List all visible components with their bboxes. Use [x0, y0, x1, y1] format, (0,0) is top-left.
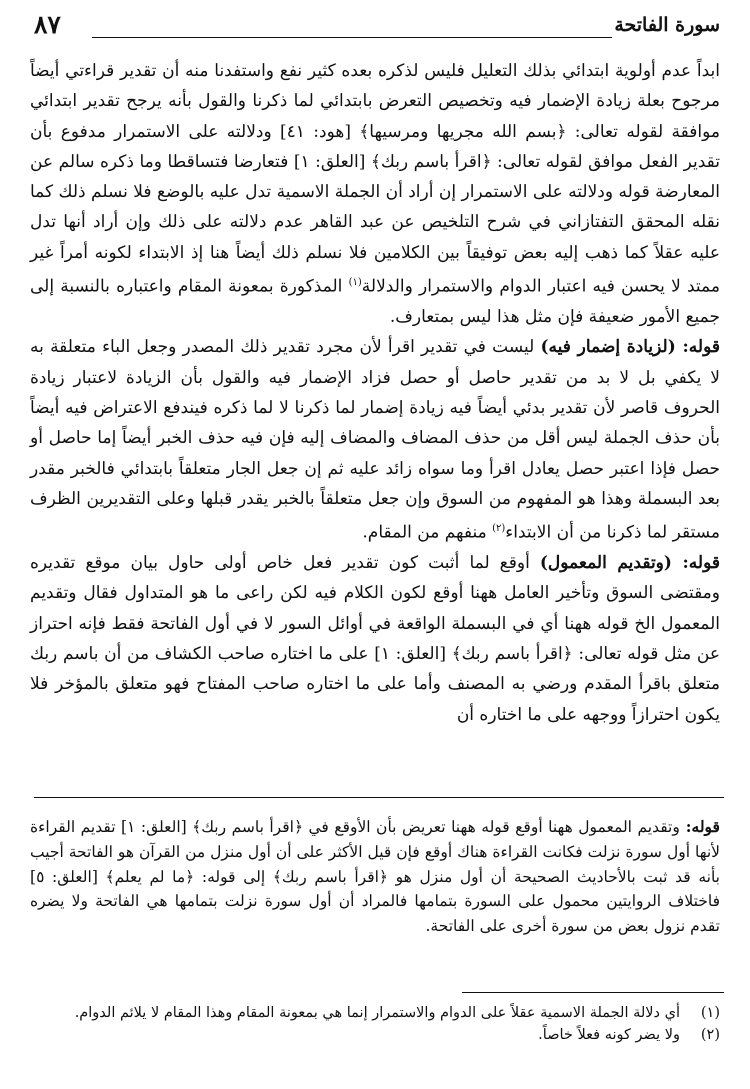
page-number: ٨٧ [34, 10, 61, 39]
paragraph-2-lead: قوله: [675, 337, 720, 358]
paragraph-1-end: المذكورة بمعونة المقام واعتباره بالنسبة إلى جميع الأمور ضعيفة فإن مثل هذا ليس بمتعارف. [30, 276, 720, 328]
paragraph-3-text: أوقع لما أثبت كون تقدير فعل خاص أولى حاول بيان موقع تقديره ومقتضى السوق وتأخير العامل ههنا أوقع لكون الكلام فيه لكن راعى ما هو المتداول فقال وتقديم المعمول الخ قوله ههنا أي في البسملة الواقعة في أوائل السور لا في أول الفاتحة فقط فإنه احتراز عن مثل قوله تعالى: ﴿اقرأ باسم ربك﴾ [العلق: ١] على ما اختاره صاحب الكشاف من أن باسم ربك متعلق باقرأ المقدم ورضي به المصنف وأما على ما اختاره صاحب المفتاح فهو متعلق بالمؤخر فلا يكون احترازاً ووجهه على ما اختاره أن [30, 553, 721, 725]
paragraph-2-keyword: (لزيادة إضمار فيه) [540, 337, 676, 358]
footnote-text: أي دلالة الجملة الاسمية عقلاً على الدوام والاستمرار إنما هي بمعونة المقام وهذا المقام لا يلائم الدوام. [74, 1005, 680, 1021]
footnote-number: (١) [700, 1005, 720, 1021]
footnote-number: (٢) [700, 1027, 720, 1043]
paragraph-3 [30, 548, 720, 730]
paragraph-2 [30, 332, 720, 548]
commentary-text: وتقديم المعمول ههنا أوقع قوله ههنا تعريض بأن الأوقع في ﴿اقرأ باسم ربك﴾ [العلق: ١] تقديم القراءة لأنها أول سورة نزلت فكانت القراءة هناك أوقع فإن قيل الأكثر على أن أول منزل من القرآن هو الفاتحة أجيب بأنه قد ثبت بالأحاديث الصحيحة أن أول منزل هو ﴿اقرأ باسم ربك﴾ إلى قوله: ﴿ما لم يعلم﴾ [العلق: ٥] فاختلاف الروايتين محمول على السورة بتمامها فالمراد أن أول سورة نزلت بتمامها هي الفاتحة ولا يضره تقدم نزول بعض من سورة أخرى على الفاتحة. [30, 818, 720, 936]
page-header [28, 10, 724, 40]
footnote-separator [462, 992, 724, 993]
paragraph-2-text: ليست في تقدير اقرأ لأن مجرد تقدير ذلك المصدر وجعل الباء متعلقة به لا يكفي بل لا بد من تقدير حاصل أو حصل فزاد الإضمار فيه والقول بأن الزيادة لاعتبار زيادة الحروف قاصر لأن تقدير بدئي أيضاً فيه زيادة إضمار لما ذكرنا لا لما ذكره فيندفع الاعتراض فيه أيضاً بأن حذف الجملة ليس أقل من حذف المضاف والمضاف إليه فإن فيه حذف الخبر أيضاً إما حاصل أو حصل فإذا اعتبر حصل يعادل اقرأ وما سواه زائد عليه ثم إن جعل الجار متعلقاً بابتدائي فالخبر مقدر بعد البسملة وهذا هو المفهوم من السوق وإن جعل متعلقاً بالخبر يقدر قبلها وعلى التقديرين الظرف مستقر لما ذكرنا من أن الابتداء [30, 337, 720, 543]
paragraph-1-text: ابداً عدم أولوية ابتدائي بذلك التعليل فليس لذكره بعده كثير نفع واستفدنا منه أن تقدير قراءتي أيضاً مرجوح بعلة زيادة الإضمار فيه وتخصيص التعرض بابتدائي لما ذكرنا والقول بأنه يرجح تقدير ابتدائي موافقة لقوله تعالى: ﴿بسم الله مجريها ومرسيها﴾ [هود: ٤١] ودلالته على الاستمرار مدفوع بأن تقدير الفعل موافق لقوله تعالى: ﴿اقرأ باسم ربك﴾ [العلق: ١] فتعارضا فتساقطا وما ذكره سالم عن المعارضة قوله ودلالته على الاستمرار إن أراد أن الجملة الاسمية تدل عليه بالوضع فلا نسلم ذلك كما نقله المحقق التفتازاني في شرح التلخيص عن عبد القاهر عدم دلالته على ذلك وإن أراد أنها تدل عليه عقلاً كما ذهب إليه بعض توفيقاً بين الكلامين فلا نسلم ذلك أيضاً هنا إذ الابتداء لكونه أمراً غير ممتد لا يحسن فيه اعتبار الدوام والاستمرار والدلالة [30, 61, 720, 297]
footnote-text: ولا يضر كونه فعلاً خاصاً. [538, 1027, 680, 1043]
paragraph-1 [30, 56, 720, 332]
paragraph-2-end: منفهم من المقام. [362, 522, 493, 543]
main-text [30, 56, 720, 730]
commentary-lead: قوله: [679, 817, 720, 836]
footnote-ref-2: (٢) [492, 523, 506, 535]
footnotes [30, 1002, 720, 1046]
commentary-separator [34, 797, 724, 798]
paragraph-3-keyword: (وتقديم المعمول) [539, 553, 672, 574]
paragraph-3-lead: قوله: [671, 553, 720, 574]
running-title: سورة الفاتحة [614, 14, 720, 36]
header-rule [92, 37, 612, 38]
book-page [28, 0, 724, 1089]
footnote-ref-1: (١) [348, 277, 362, 289]
footnote-item [30, 1024, 720, 1046]
commentary-paragraph [30, 815, 720, 939]
commentary-block [30, 815, 720, 939]
footnote-item [30, 1002, 720, 1024]
